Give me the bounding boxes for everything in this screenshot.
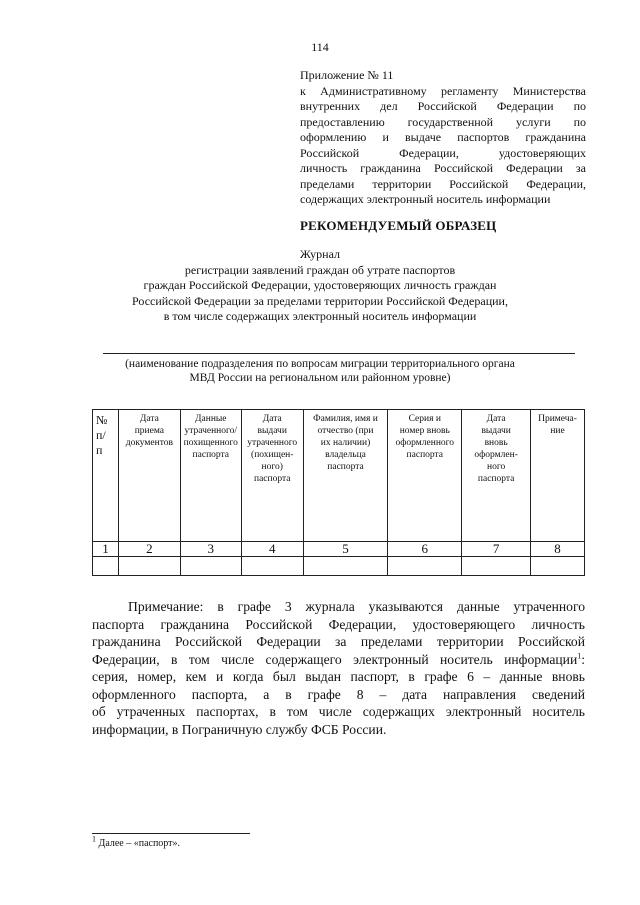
column-number-row [93, 542, 585, 557]
footnote [92, 834, 181, 849]
appendix-line: пределами территории Российской Федерации, [300, 176, 586, 191]
journal-title [0, 247, 640, 325]
header-cell-new-issue-date: Дата выдачи вновь оформлен- ного паспорта [462, 410, 531, 542]
department-fill-line [103, 353, 575, 354]
note-paragraph [92, 598, 585, 738]
column-number: 8 [531, 542, 585, 557]
note-line: Примечание: в графе 3 журнала указываются данные утраченного [128, 599, 585, 614]
appendix-line: к Административному регламенту Министерства [300, 83, 586, 98]
column-number: 5 [303, 542, 388, 557]
header-cell-lost-passport-data: Данные утраченного/ похищенного паспорта [180, 410, 241, 542]
journal-line: в том числе содержащих электронный носитель информации [163, 309, 477, 323]
header-cell-lost-issue-date: Дата выдачи утраченного (похищен- ного) паспорта [241, 410, 303, 542]
note-line: информации, в Пограничную службу ФСБ России. [92, 721, 387, 737]
table-cell [388, 557, 462, 576]
journal-line: граждан Российской Федерации, удостоверяющих личность граждан [143, 278, 497, 292]
header-cell-note: Примеча- ние [531, 410, 585, 542]
column-number: 7 [462, 542, 531, 557]
column-number: 1 [93, 542, 119, 557]
department-caption-line: (наименование подразделения по вопросам миграции территориального органа [125, 358, 515, 370]
table-row [93, 557, 585, 576]
note-line: об утраченных паспортах, в том числе содержащих электронный носитель [92, 704, 585, 719]
appendix-header [300, 68, 586, 208]
journal-line: регистрации заявлений граждан об утрате паспортов [184, 262, 456, 277]
department-caption-line: МВД России на региональном или районном уровне) [189, 372, 451, 384]
footnote-separator [92, 833, 250, 834]
note-line: оформленного паспорта, а в графе 8 – дата направления сведений [92, 686, 585, 702]
sample-title: РЕКОМЕНДУЕМЫЙ ОБРАЗЕЦ [300, 218, 497, 233]
table-header-row [93, 410, 585, 542]
table-cell [303, 557, 388, 576]
table-cell [93, 557, 119, 576]
footnote-text: Далее – «паспорт». [96, 838, 181, 849]
note-line-text: Федерации, в том числе содержащего электронный носитель информации [92, 651, 578, 667]
column-number: 6 [388, 542, 462, 557]
header-cell-owner-name: Фамилия, имя и отчество (при их наличии) владельца паспорта [303, 410, 388, 542]
appendix-line: внутренних дел Российской Федерации по [300, 99, 586, 113]
note-line: серия, номер, кем и когда был выдан паспорт, в графе 6 – данные вновь [92, 669, 585, 684]
table-cell [180, 557, 241, 576]
appendix-line: содержащих электронный носитель информации [300, 192, 551, 206]
column-number: 4 [241, 542, 303, 557]
appendix-line: личность гражданина Российской Федерации за [300, 161, 586, 175]
note-line: гражданина Российской Федерации за пределами территории Российской [92, 634, 585, 649]
table-cell [462, 557, 531, 576]
page-number: 114 [311, 40, 329, 54]
note-line-tail: : [581, 651, 585, 667]
table-cell [118, 557, 180, 576]
note-line [92, 651, 585, 669]
appendix-line: предоставлению государственной услуги по [300, 114, 586, 129]
journal-line: Журнал [299, 247, 340, 261]
department-caption [0, 357, 640, 385]
footnote-reference: 1 [577, 650, 582, 660]
header-cell-acceptance-date: Дата приема документов [118, 410, 180, 542]
note-line: паспорта гражданина Российской Федерации, удостоверяющего личность [92, 616, 585, 632]
column-number: 2 [118, 542, 180, 557]
table-cell [241, 557, 303, 576]
journal-line: Российской Федерации за пределами территории Российской Федерации, [132, 293, 508, 308]
appendix-line: оформлению и выдаче паспортов гражданина [300, 130, 586, 144]
table-cell [531, 557, 585, 576]
header-cell-number: № п/ п [93, 410, 119, 542]
register-table [92, 409, 585, 576]
footnote-mark: 1 [92, 834, 96, 844]
appendix-line: Российской Федерации, удостоверяющих [300, 145, 586, 160]
header-cell-new-series-number: Серия и номер вновь оформленного паспорта [388, 410, 462, 542]
column-number: 3 [180, 542, 241, 557]
appendix-line: Приложение № 11 [300, 68, 394, 82]
